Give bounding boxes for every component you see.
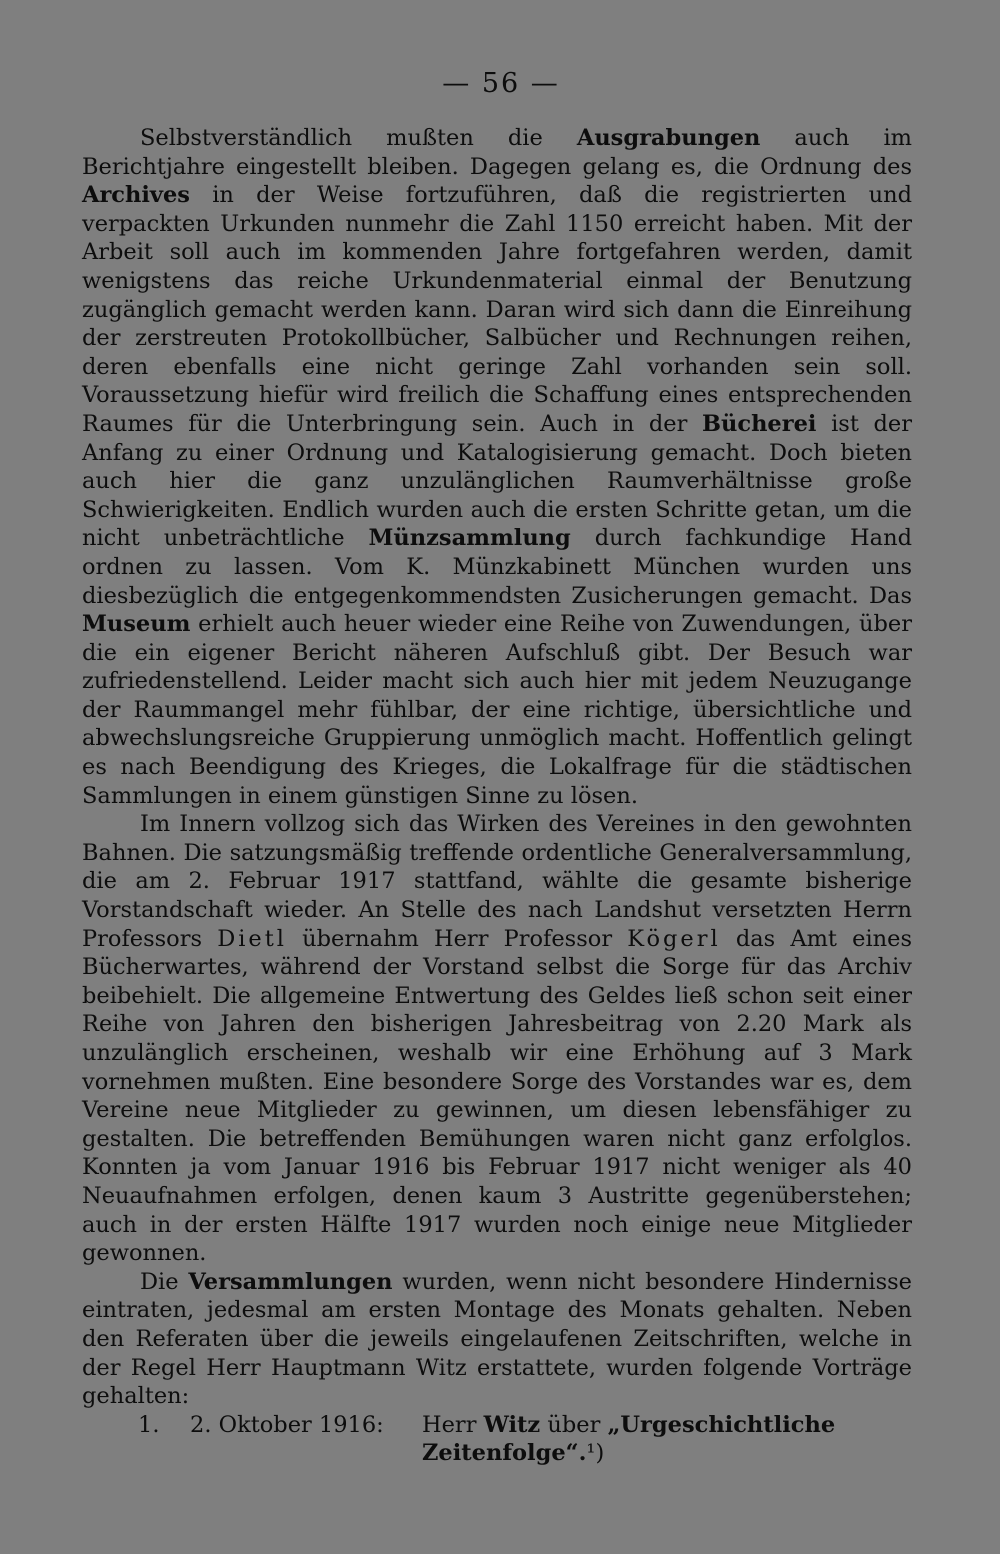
emphasis-term: „Urgeschichtliche Zeitenfolge“. — [422, 1411, 836, 1467]
spaced-name: Dietl — [217, 925, 287, 952]
emphasis-term: Versammlungen — [188, 1268, 393, 1295]
text-run: erhielt auch heuer wieder eine Reihe von Zuwendungen, über die ein eigener Bericht näheren Aufschluß gibt. Der Besuch war zufriedenstellend. Leider macht sich auch hier mit jedem Neuzugange der Raummangel mehr fühlbar, der eine richtige, übersichtliche und abwechslungsreiche Gruppierung unmöglich macht. Hoffentlich gelingt es nach Beendigung des Krieges, die Lokalfrage für die städtischen Sammlungen in einem günstigen Sinne zu lösen. — [82, 611, 912, 809]
emphasis-term: Museum — [82, 611, 191, 638]
text-run: übernahm Herr Professor — [286, 925, 628, 952]
text-run: ist der Anfang zu einer Ordnung und Katalogisierung gemacht. Doch bieten auch hier die ganz unzulänglichen Raumverhältnisse große Schwierigkeiten. Endlich wurden auch die ersten Schritte getan, um die nicht unbeträchtliche — [82, 410, 912, 552]
paragraph — [82, 810, 912, 1268]
text-run: Selbstverständlich mußten die — [140, 125, 577, 151]
body-text — [82, 124, 912, 1411]
text-run: Die — [140, 1268, 189, 1295]
text-run: ¹) — [586, 1440, 605, 1467]
emphasis-term: Archives — [82, 182, 190, 209]
emphasis-term: Bücherei — [702, 410, 817, 437]
lecture-description — [422, 1411, 912, 1468]
emphasis-term: Ausgrabungen — [576, 125, 761, 151]
text-run: das Amt eines Bücherwartes, während der Vorstand selbst die Sorge für das Archiv beibehielt. Die allgemeine Entwertung des Geldes ließ schon seit einer Reihe von Jahren den bisherigen Jahresbeitrag von 2.20 Mark als unzulänglich erscheinen, weshalb wir eine Erhöhung auf 3 Mark vornehmen mußten. Eine besondere Sorge des Vorstandes war es, dem Vereine neue Mitglieder zu gewinnen, um diesen lebensfähiger zu gestalten. Die betreffenden Bemühungen waren nicht ganz erfolglos. Konnten ja vom Januar 1916 bis Februar 1917 nicht weniger als 40 Neuaufnahmen erfolgen, denen kaum 3 Austritte gegenüberstehen; auch in der ersten Hälfte 1917 wurden noch einige neue Mitglieder gewonnen. — [82, 925, 913, 1267]
emphasis-term: Witz — [483, 1411, 541, 1438]
lecture-date: 2. Oktober 1916: — [190, 1411, 384, 1438]
emphasis-term: Münzsammlung — [368, 525, 571, 552]
paragraph — [82, 1268, 912, 1411]
lecture-entry — [82, 1411, 912, 1468]
spaced-name: Kögerl — [627, 925, 721, 952]
text-run: auch im Berichtjahre eingestellt bleiben. Dagegen gelang es, die Ordnung des — [82, 125, 913, 180]
lecture-number: 1. — [138, 1411, 160, 1438]
text-run: Im Innern vollzog sich das Wirken des Vereines in den gewohnten Bahnen. Die satzungsmäßig treffende ordentliche Generalversammlung, die am 2. Februar 1917 stattfand, wählte die gesamte bisherige Vorstandschaft wieder. An Stelle des nach Landshut versetzten Herrn Professors — [82, 811, 912, 952]
text-run: in der Weise fortzuführen, daß die registrierten und verpackten Urkunden nunmehr die Zahl 1150 erreicht haben. Mit der Arbeit soll auch im kommenden Jahre fortgefahren werden, damit wenigstens das reiche Urkundenmaterial einmal der Benutzung zugänglich gemacht werden kann. Daran wird sich dann die Einreihung der zerstreuten Protokollbücher, Salbücher und Rechnungen reihen, deren ebenfalls eine nicht geringe Zahl vorhanden sein soll. Voraussetzung hiefür wird freilich die Schaffung eines entsprechenden Raumes für die Unterbringung sein. Auch in der — [82, 182, 912, 437]
page-number: — 56 — — [442, 68, 560, 99]
talk-list — [82, 1411, 912, 1468]
text-run: Herr — [422, 1411, 484, 1438]
text-run: über — [540, 1411, 608, 1438]
paragraph — [82, 124, 912, 810]
text-run: durch fachkundige Hand ordnen zu lassen. Vom K. Münzkabinett München wurden uns diesbezüglich die entgegenkommendsten Zusicherungen gemacht. Das — [82, 525, 912, 609]
text-run: wurden, wenn nicht besondere Hindernisse eintraten, jedesmal am ersten Montage des Monats gehalten. Neben den Referaten über die jeweils eingelaufenen Zeitschriften, welche in der Regel Herr Hauptmann Witz erstattete, wurden folgende Vorträge gehalten: — [82, 1268, 912, 1410]
